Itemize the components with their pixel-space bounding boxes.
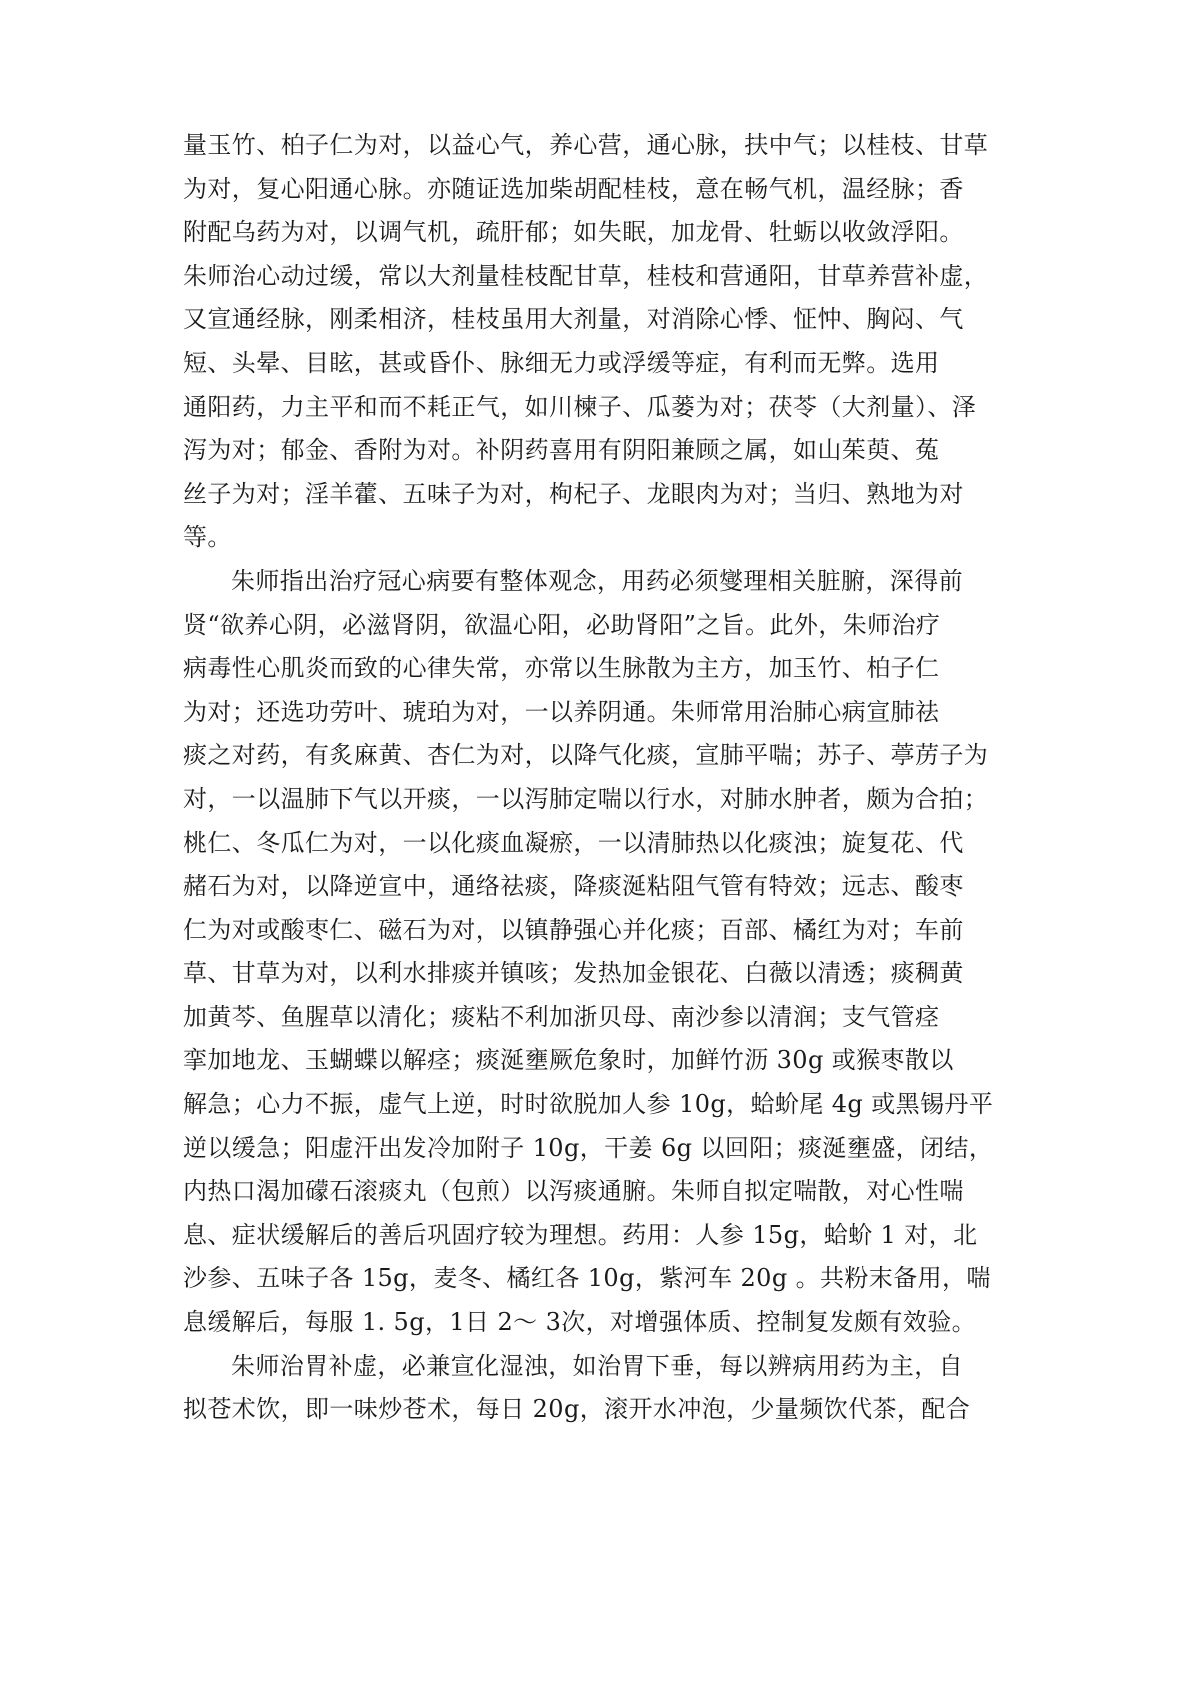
- text-line: 息缓解后，每服 1. 5g，1日 2～ 3次，对增强体质、控制复发颇有效验。: [183, 1308, 977, 1337]
- text-line: 丝子为对；淫羊藿、五味子为对，枸杞子、龙眼肉为对；当归、熟地为对: [183, 479, 964, 508]
- text-line: 息、症状缓解后的善后巩固疗较为理想。药用：人参 15g，蛤蚧 1 对，北: [183, 1220, 978, 1249]
- text-line: 朱师治心动过缓，常以大剂量桂枝配甘草，桂枝和营通阳，甘草养营补虚，: [183, 261, 989, 290]
- text-line: 对，一以温肺下气以开痰，一以泻肺定喘以行水，对肺水肿者，颇为合拍；: [183, 784, 989, 813]
- text-line: 赭石为对，以降逆宣中，通络祛痰，降痰涎粘阻气管有特效；远志、酸枣: [183, 872, 964, 901]
- text-line: 仁为对或酸枣仁、磁石为对，以镇静强心并化痰；百部、橘红为对；车前: [183, 915, 964, 944]
- text-line: 逆以缓急；阳虚汗出发冷加附子 10g，干姜 6g 以回阳；痰涎壅盛，闭结，: [183, 1133, 994, 1162]
- text-line: 朱师指出治疗冠心病要有整体观念，用药必须燮理相关脏腑，深得前: [231, 566, 963, 595]
- body-text: [183, 124, 1013, 1432]
- paragraph: [183, 560, 1013, 1345]
- text-line: 痰之对药，有炙麻黄、杏仁为对，以降气化痰，宣肺平喘；苏子、葶苈子为: [183, 741, 989, 770]
- text-line: 量玉竹、柏子仁为对，以益心气，养心营，通心脉，扶中气；以桂枝、甘草: [183, 131, 989, 159]
- text-line: 泻为对；郁金、香附为对。补阴药喜用有阴阳兼顾之属，如山茱萸、菟: [183, 436, 940, 465]
- text-line: 为对，复心阳通心脉。亦随证选加柴胡配桂枝，意在畅气机，温经脉；香: [183, 174, 964, 203]
- paragraph: [183, 1345, 1013, 1432]
- text-line: 等。: [183, 523, 232, 552]
- text-line: 内热口渴加礞石滚痰丸（包煎）以泻痰通腑。朱师自拟定喘散，对心性喘: [183, 1177, 964, 1206]
- text-line: 加黄芩、鱼腥草以清化；痰粘不利加浙贝母、南沙参以清润；支气管痉: [183, 1002, 940, 1031]
- text-line: 草、甘草为对，以利水排痰并镇咳；发热加金银花、白薇以清透；痰稠黄: [183, 959, 964, 988]
- text-line: 桃仁、冬瓜仁为对，一以化痰血凝瘀，一以清肺热以化痰浊；旋复花、代: [183, 828, 964, 857]
- text-line: 又宣通经脉，刚柔相济，桂枝虽用大剂量，对消除心悸、怔忡、胸闷、气: [183, 305, 964, 334]
- text-line: 解急；心力不振，虚气上逆，时时欲脱加人参 10g，蛤蚧尾 4g 或黑锡丹平: [183, 1090, 994, 1119]
- text-line: 为对；还选功劳叶、琥珀为对，一以养阴通。朱师常用治肺心病宣肺祛: [183, 697, 940, 726]
- text-line: 病毒性心肌炎而致的心律失常，亦常以生脉散为主方，加玉竹、柏子仁: [183, 654, 940, 683]
- text-line: 挛加地龙、玉蝴蝶以解痉；痰涎壅厥危象时，加鲜竹沥 30g 或猴枣散以: [183, 1046, 954, 1075]
- text-line: 附配乌药为对，以调气机，疏肝郁；如失眠，加龙骨、牡蛎以收敛浮阳。: [183, 218, 964, 247]
- text-line: 贤“欲养心阴，必滋肾阴，欲温心阳，必助肾阳”之旨。此外，朱师治疗: [183, 610, 941, 639]
- text-line: 沙参、五味子各 15g，麦冬、橘红各 10g，紫河车 20g 。共粉末备用，喘: [183, 1264, 991, 1293]
- text-line: 朱师治胃补虚，必兼宣化湿浊，如治胃下垂，每以辨病用药为主，自: [231, 1351, 963, 1380]
- text-line: 通阳药，力主平和而不耗正气，如川楝子、瓜蒌为对；茯苓（大剂量）、泽: [183, 392, 977, 421]
- paragraph: [183, 124, 1013, 560]
- text-line: 拟苍术饮，即一味炒苍术，每日 20g，滚开水冲泡，少量频饮代茶，配合: [183, 1395, 971, 1424]
- text-line: 短、头晕、目眩，甚或昏仆、脉细无力或浮缓等症，有利而无弊。选用: [183, 348, 940, 377]
